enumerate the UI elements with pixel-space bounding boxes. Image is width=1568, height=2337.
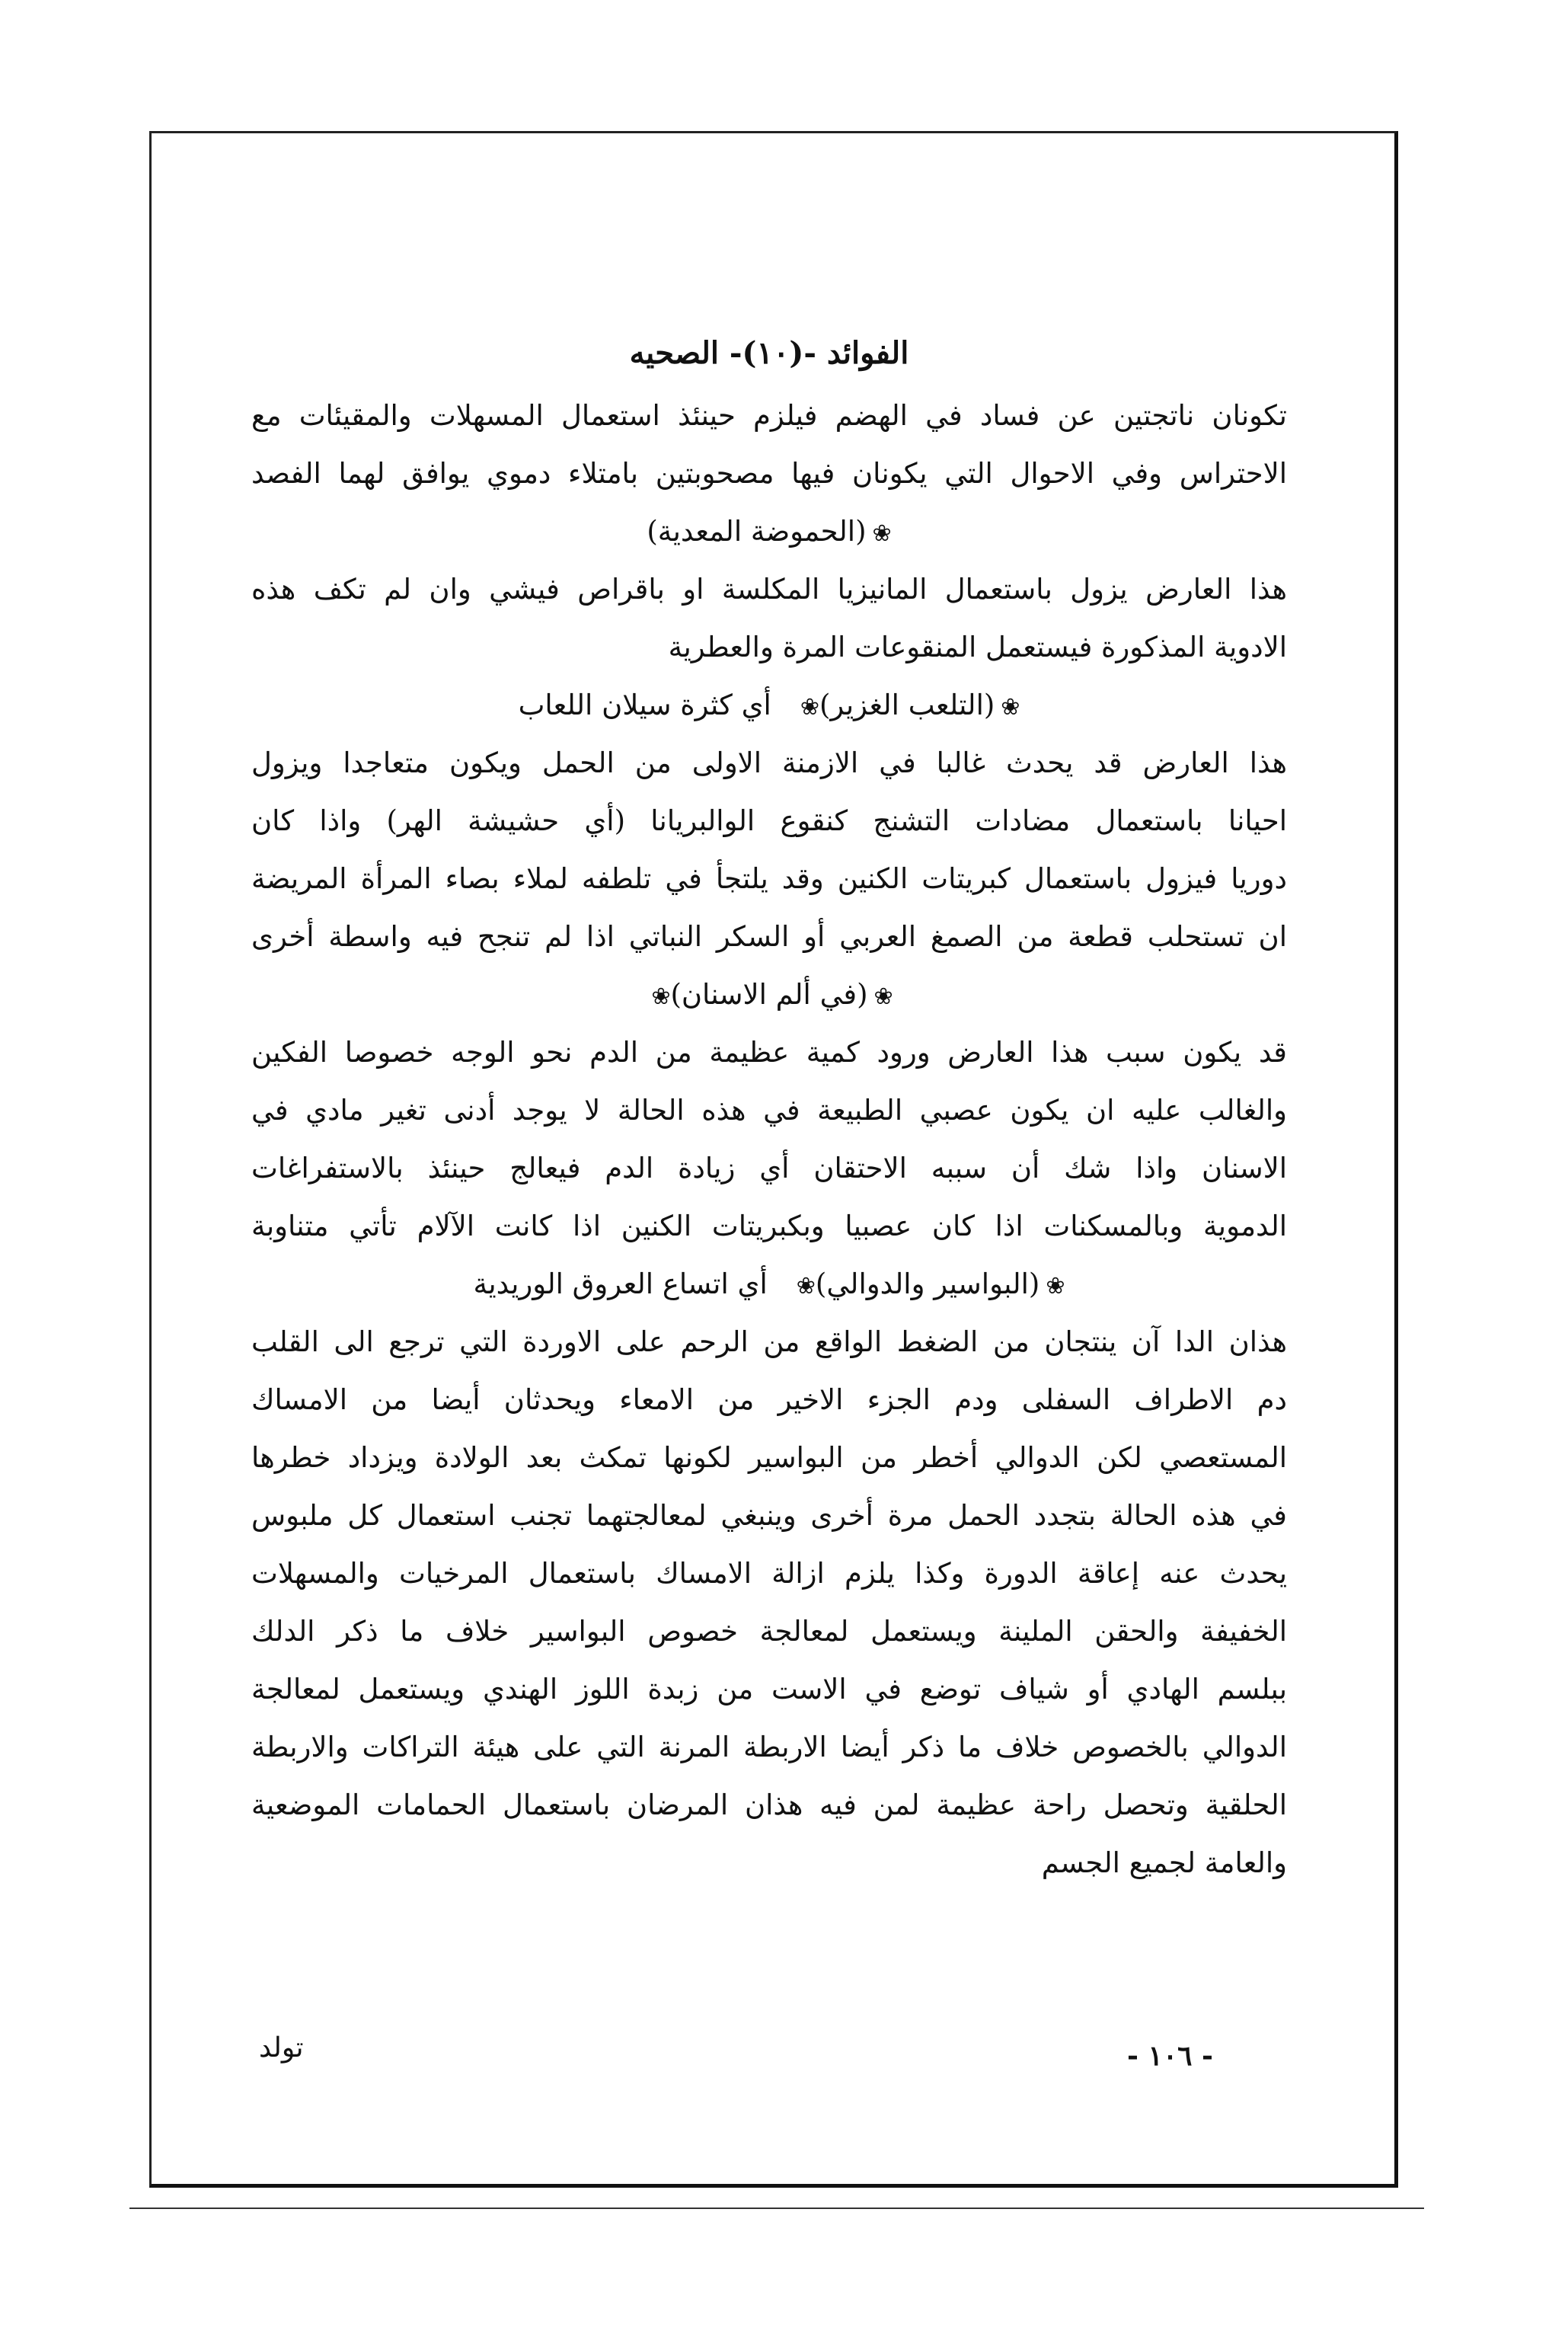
section-heading (251, 503, 1287, 561)
text-line: والغالب عليه ان يكون عصبي الطبيعة في هذه الحالة لا يوجد أدنى تغير مادي في (251, 1094, 1287, 1127)
text-line: الادوية المذكورة فيستعمل المنقوعات المرة والعطرية (668, 631, 1287, 663)
flower-mark-icon: ❀ (651, 983, 671, 1010)
text-line: يحدث عنه إعاقة الدورة وكذا يلزم ازالة الامساك باستعمال المرخيات والمسهلات (251, 1557, 1287, 1590)
text-line: ان تستحلب قطعة من الصمغ العربي أو السكر النباتي اذا لم تنجح فيه واسطة أخرى (251, 920, 1287, 953)
text-line: قد يكون سبب هذا العارض ورود كمية عظيمة من الدم نحو الوجه خصوصا الفكين (251, 1036, 1287, 1069)
flower-mark-icon: ❀ (1046, 1273, 1065, 1300)
page-text (251, 320, 1287, 1892)
catchword: تولد (259, 2032, 304, 2064)
section-heading-title: (الحموضة المعدية) (647, 515, 867, 548)
section-heading-gloss: أي كثرة سيلان اللعاب (518, 689, 771, 721)
text-line: الاسنان واذا شك أن سببه الاحتقان أي زيادة الدم فيعالج حينئذ بالاستفراغات (251, 1152, 1287, 1184)
bottom-rule (129, 2208, 1424, 2209)
text-line: هذا العارض قد يحدث غالبا في الازمنة الاولى من الحمل ويكون متعاجدا ويزول (251, 746, 1287, 779)
section-heading (251, 1255, 1287, 1313)
text-line: الخفيفة والحقن الملينة ويستعمل لمعالجة خصوص البواسير خلاف ما ذكر الدلك (251, 1615, 1287, 1648)
page-header: الفوائد -(١٠)- الصحيه (629, 335, 909, 371)
text-line: ببلسم الهادي أو شياف توضع في الاست من زبدة اللوز الهندي ويستعمل لمعالجة (251, 1673, 1287, 1706)
text-line: تكونان ناتجتين عن فساد في الهضم فيلزم حينئذ استعمال المسهلات والمقيئات مع (251, 399, 1287, 432)
text-line: الحلقية وتحصل راحة عظيمة لمن فيه هذان المرضان باستعمال الحمامات الموضعية (251, 1789, 1287, 1821)
section-heading-title: (التلعب الغزير) (819, 689, 995, 721)
section-heading-title: (في ألم الاسنان) (670, 978, 868, 1011)
text-line: الدموية وبالمسكنات اذا كان عصبيا وبكبريتات الكنين اذا كانت الآلام تأتي متناوبة (251, 1210, 1287, 1242)
flower-mark-icon: ❀ (1001, 694, 1020, 721)
text-line: الاحتراس وفي الاحوال التي يكونان فيها مصحوبتين بامتلاء دموي يوافق لهما الفصد (251, 457, 1287, 490)
text-line: دم الاطراف السفلى ودم الجزء الاخير من الامعاء ويحدثان أيضا من الامساك (251, 1383, 1287, 1416)
text-line: والعامة لجميع الجسم (1041, 1846, 1287, 1879)
text-line: هذا العارض يزول باستعمال المانيزيا المكلسة او باقراص فيشي وان لم تكف هذه (251, 573, 1287, 606)
text-line: احيانا باستعمال مضادات التشنج كنقوع الوالبريانا (أي حشيشة الهر) واذا كان (251, 804, 1287, 837)
text-line: المستعصي لكن الدوالي أخطر من البواسير لكونها تمكث بعد الولادة ويزداد خطرها (251, 1441, 1287, 1474)
flower-mark-icon: ❀ (873, 983, 893, 1010)
section-heading (251, 966, 1287, 1024)
flower-mark-icon: ❀ (800, 694, 819, 721)
flower-mark-icon: ❀ (796, 1273, 816, 1300)
section-heading-title: (البواسير والدوالي) (815, 1268, 1040, 1300)
text-line: الدوالي بالخصوص خلاف ما ذكر أيضا الاربطة المرنة التي على هيئة التراكات والاربطة (251, 1731, 1287, 1763)
section-heading (251, 676, 1287, 734)
flower-mark-icon: ❀ (872, 520, 892, 547)
text-line: دوريا فيزول باستعمال كبريتات الكنين وقد يلتجأ في تلطفه لملاء بصاء المرأة المريضة (251, 862, 1287, 895)
text-line: في هذه الحالة بتجدد الحمل مرة أخرى وينبغي لمعالجتهما تجنب استعمال كل ملبوس (251, 1499, 1287, 1532)
page-number: - ١٠٦ - (1127, 2040, 1213, 2072)
text-line: هذان الدا آن ينتجان من الضغط الواقع من الرحم على الاوردة التي ترجع الى القلب (251, 1325, 1287, 1358)
section-heading-gloss: أي اتساع العروق الوريدية (473, 1268, 768, 1300)
